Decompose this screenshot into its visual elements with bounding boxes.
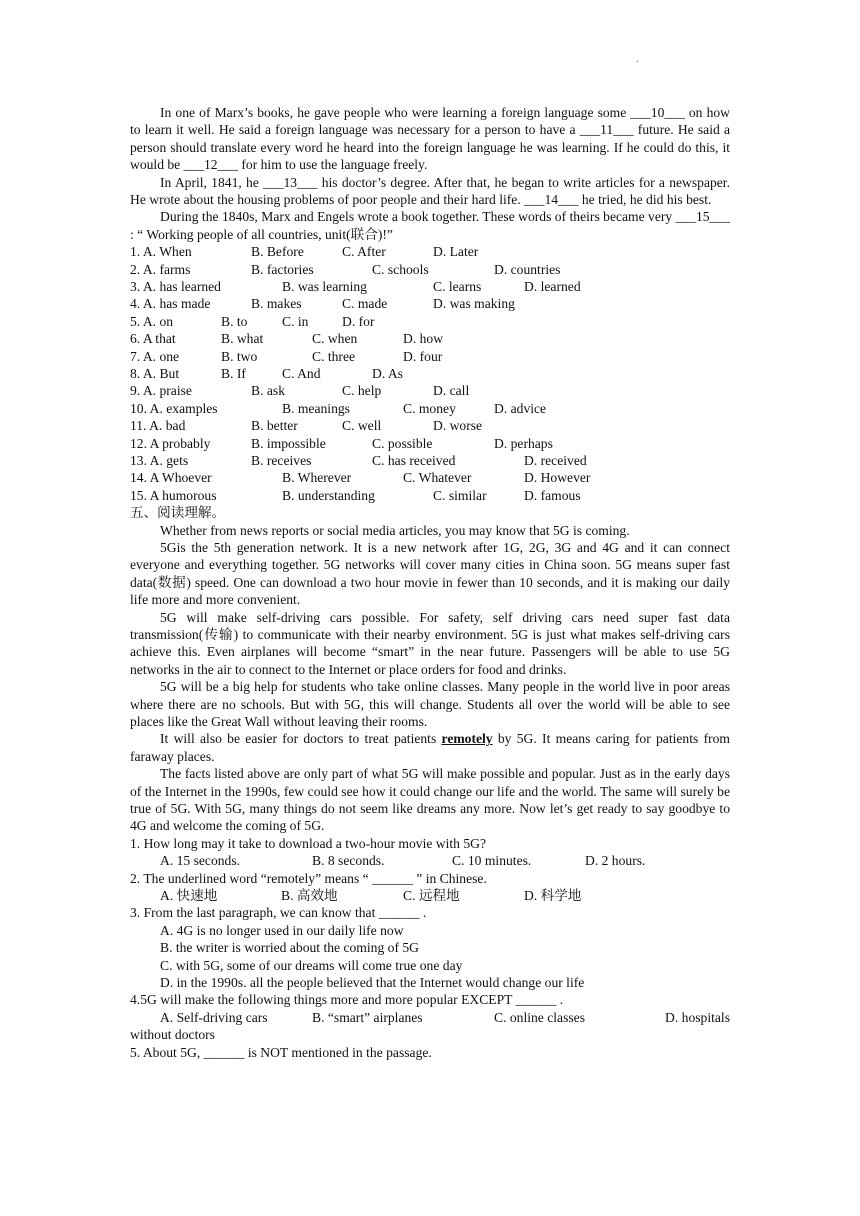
cloze-option-row xyxy=(130,487,730,504)
p5-text-before: It will also be easier for doctors to treat patients xyxy=(160,731,442,747)
cloze-option-c: C. when xyxy=(312,331,358,347)
question-2-options xyxy=(130,887,730,904)
q3-option-c: C. with 5G, some of our dreams will come true one day xyxy=(160,957,463,973)
cloze-option-row xyxy=(130,295,730,312)
q3-option-a: A. 4G is no longer used in our daily life now xyxy=(160,922,404,938)
q2-option-a: A. 快速地 xyxy=(160,888,218,903)
cloze-option-b: B. ask xyxy=(251,383,285,399)
cloze-option-c: C. After xyxy=(342,244,386,260)
cloze-option-a: 11. A. bad xyxy=(130,418,186,434)
cloze-option-d: D. countries xyxy=(494,261,561,277)
cloze-option-b: B. If xyxy=(221,365,246,381)
cloze-option-a: 7. A. one xyxy=(130,348,180,364)
cloze-option-d: D. As xyxy=(372,365,403,381)
cloze-option-a: 4. A. has made xyxy=(130,296,211,312)
cloze-option-c: C. possible xyxy=(372,435,433,451)
cloze-option-row xyxy=(130,452,730,469)
cloze-option-a: 10. A. examples xyxy=(130,400,218,416)
cloze-option-d: D. famous xyxy=(524,487,581,503)
cloze-option-row xyxy=(130,278,730,295)
cloze-option-b: B. receives xyxy=(251,452,312,468)
q1-option-d: D. 2 hours. xyxy=(585,853,646,869)
question-1: 1. How long may it take to download a two-hour movie with 5G? xyxy=(130,835,487,851)
cloze-option-c: C. help xyxy=(342,383,382,399)
cloze-option-a: 6. A that xyxy=(130,331,176,347)
q4-option-a: A. Self-driving cars xyxy=(160,1009,268,1025)
cloze-option-b: B. Before xyxy=(251,244,304,260)
cloze-option-row xyxy=(130,382,730,399)
question-1-options xyxy=(130,852,730,869)
cloze-option-row xyxy=(130,400,730,417)
cloze-option-c: C. Whatever xyxy=(403,470,472,486)
cloze-options-list xyxy=(130,243,730,504)
reading-paragraph-5 xyxy=(130,730,730,765)
section-heading-reading: 五、阅读理解。 xyxy=(130,505,226,521)
q4-option-b: B. “smart” airplanes xyxy=(312,1009,423,1025)
question-2: 2. The underlined word “remotely” means “ ______ ” in Chinese. xyxy=(130,870,487,886)
cloze-option-a: 9. A. praise xyxy=(130,383,192,399)
cloze-option-d: D. learned xyxy=(524,279,581,295)
cloze-option-b: B. two xyxy=(221,348,258,364)
cloze-option-d: D. Later xyxy=(433,244,479,260)
cloze-option-d: D. for xyxy=(342,313,375,329)
cloze-option-d: D. how xyxy=(403,331,444,347)
cloze-option-c: C. made xyxy=(342,296,388,312)
cloze-option-d: D. worse xyxy=(433,418,483,434)
q1-option-c: C. 10 minutes. xyxy=(452,853,532,869)
q1-option-b: B. 8 seconds. xyxy=(312,853,385,869)
cloze-option-row xyxy=(130,365,730,382)
cloze-option-d: D. However xyxy=(524,470,591,486)
reading-paragraph-6: The facts listed above are only part of what 5G will make possible and popular. Just as in the early days of the Internet in the 1990s, few could see how it could change our life and the world. The same will surely be true of 5G. With 5G, many things do not seem like dreams any more. Now let’s get ready to say goodbye to 4G and welcome the coming of 5G. xyxy=(130,766,730,834)
cloze-option-c: C. money xyxy=(403,400,456,416)
question-4: 4.5G will make the following things more and more popular EXCEPT ______ . xyxy=(130,992,564,1008)
reading-paragraph-3: 5G will make self-driving cars possible. For safety, self driving cars need super fast data transmission(传输) to communicate with their nearby environment. 5G is just what makes self-driving cars achieve this. Even airplanes will become “smart” in the near future. Passengers will be able to use 5G networks in the air to connect to the Internet or place orders for food and drinks. xyxy=(130,609,730,677)
q2-option-d: D. 科学地 xyxy=(524,888,582,903)
reading-paragraph-2: 5Gis the 5th generation network. It is a new network after 1G, 2G, 3G and 4G and it can connect everyone and everything together. 5G networks will cover many cities in China soon. 5G means super fast data(数据) speed. One can download a two hour movie in fewer than 10 seconds, and it is making our daily life more and more convenient. xyxy=(130,539,730,608)
cloze-option-a: 13. A. gets xyxy=(130,452,189,468)
q4-option-d-wrap: without doctors xyxy=(130,1027,215,1043)
cloze-option-b: B. to xyxy=(221,313,248,329)
question-4-options xyxy=(130,1009,730,1026)
cloze-option-row xyxy=(130,261,730,278)
cloze-option-c: C. similar xyxy=(433,487,487,503)
q2-option-c: C. 远程地 xyxy=(403,888,460,903)
p5-text-after: by 5G. It means caring for patients from faraway places. xyxy=(130,731,730,764)
reading-paragraph-4: 5G will be a big help for students who take online classes. Many people in the world live in poor areas where there are no schools. But with 5G, this will change. Students all over the world will be able to see places like the Great Wall without leaving their rooms. xyxy=(130,679,730,729)
cloze-option-a: 2. A. farms xyxy=(130,261,191,277)
cloze-paragraph-3: During the 1840s, Marx and Engels wrote a book together. These words of theirs became very ___15___ : “ Working people of all countries, unit(联合)!” xyxy=(130,209,730,242)
cloze-option-c: C. learns xyxy=(433,279,482,295)
cloze-option-b: B. Wherever xyxy=(282,470,352,486)
reading-paragraph-1: Whether from news reports or social media articles, you may know that 5G is coming. xyxy=(160,522,630,538)
cloze-option-a: 12. A probably xyxy=(130,435,211,451)
cloze-option-row xyxy=(130,243,730,260)
cloze-paragraph-2: In April, 1841, he ___13___ his doctor’s degree. After that, he began to write articles for a newspaper. He wrote about the housing problems of poor people and their hard life. ___14___ he tried, he did his best. xyxy=(130,174,730,208)
corner-mark: . xyxy=(636,54,639,65)
question-5: 5. About 5G, ______ is NOT mentioned in the passage. xyxy=(130,1044,432,1060)
cloze-option-d: D. call xyxy=(433,383,470,399)
cloze-option-c: C. schools xyxy=(372,261,429,277)
cloze-option-row xyxy=(130,313,730,330)
cloze-option-d: D. perhaps xyxy=(494,435,553,451)
cloze-option-d: D. received xyxy=(524,452,587,468)
cloze-option-c: C. in xyxy=(282,313,309,329)
cloze-option-a: 3. A. has learned xyxy=(130,279,221,295)
cloze-option-b: B. what xyxy=(221,331,264,347)
cloze-option-b: B. was learning xyxy=(282,279,367,295)
worksheet-page xyxy=(130,104,730,1061)
q4-option-c: C. online classes xyxy=(494,1009,585,1025)
cloze-option-a: 14. A Whoever xyxy=(130,470,212,486)
cloze-option-row xyxy=(130,348,730,365)
q1-option-a: A. 15 seconds. xyxy=(160,853,241,869)
question-3: 3. From the last paragraph, we can know that ______ . xyxy=(130,905,427,921)
cloze-option-c: C. has received xyxy=(372,452,456,468)
q4-option-d: D. hospitals xyxy=(665,1009,730,1025)
cloze-option-b: B. meanings xyxy=(282,400,350,416)
cloze-option-row xyxy=(130,417,730,434)
cloze-paragraph-1: In one of Marx’s books, he gave people who were learning a foreign language some ___10___ on how to learn it well. He said a foreign language was necessary for a person to have a ___11___ future. He said a person should translate every word he heard into the foreign language he was learning. If he could do this, it would be ___12___ for him to use the language freely. xyxy=(130,105,730,173)
cloze-option-a: 1. A. When xyxy=(130,244,192,260)
cloze-option-c: C. three xyxy=(312,348,356,364)
cloze-option-c: C. And xyxy=(282,365,321,381)
cloze-option-d: D. was making xyxy=(433,296,515,312)
cloze-option-b: B. understanding xyxy=(282,487,375,503)
cloze-option-a: 15. A humorous xyxy=(130,487,217,503)
cloze-option-row xyxy=(130,435,730,452)
cloze-option-b: B. makes xyxy=(251,296,302,312)
cloze-option-row xyxy=(130,469,730,486)
q3-option-b: B. the writer is worried about the coming of 5G xyxy=(160,940,419,956)
cloze-option-d: D. advice xyxy=(494,400,547,416)
cloze-option-a: 5. A. on xyxy=(130,313,174,329)
q2-option-b: B. 高效地 xyxy=(281,888,338,903)
cloze-option-row xyxy=(130,330,730,347)
cloze-option-c: C. well xyxy=(342,418,382,434)
cloze-option-d: D. four xyxy=(403,348,443,364)
cloze-option-b: B. factories xyxy=(251,261,314,277)
cloze-option-b: B. impossible xyxy=(251,435,326,451)
cloze-option-b: B. better xyxy=(251,418,298,434)
underlined-word: remotely xyxy=(441,731,493,747)
q3-option-d: D. in the 1990s. all the people believed that the Internet would change our life xyxy=(160,974,585,990)
cloze-option-a: 8. A. But xyxy=(130,365,180,381)
